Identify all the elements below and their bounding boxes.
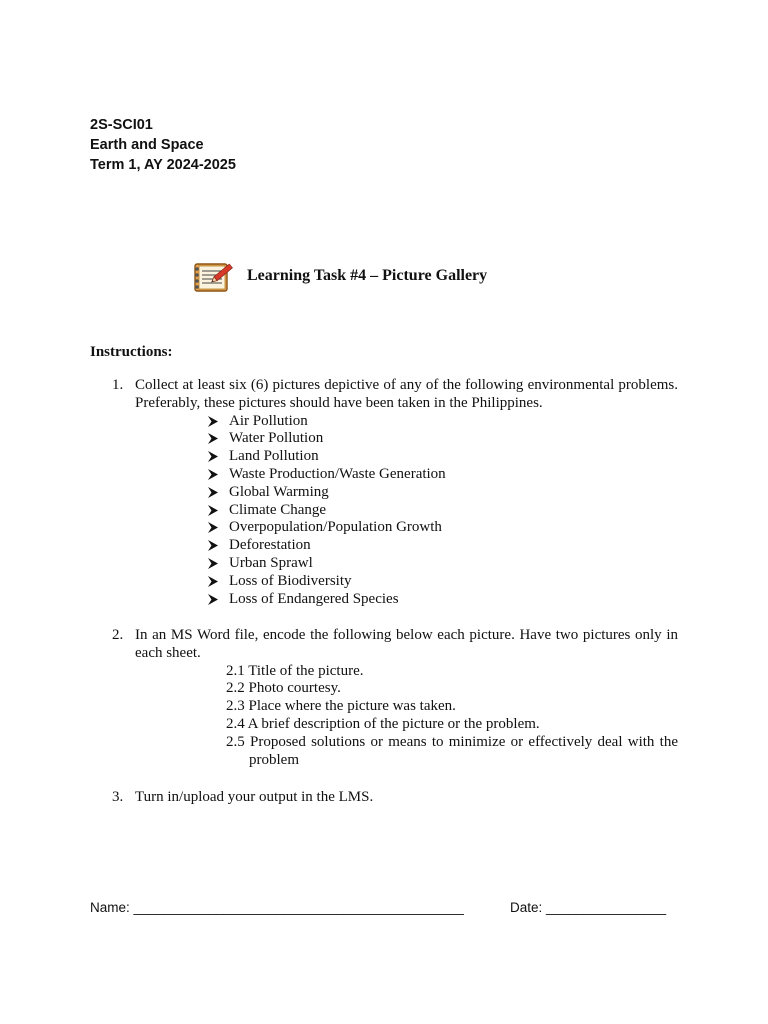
list-item: Urban Sprawl <box>207 555 678 573</box>
list-item: Loss of Biodiversity <box>207 573 678 591</box>
list-item: Overpopulation/Population Growth <box>207 519 678 537</box>
list-item: 2.5 Proposed solutions or means to minimize or effectively deal with the problem <box>226 733 678 768</box>
arrow-bullet-icon <box>208 558 218 569</box>
arrow-bullet-icon <box>208 416 218 427</box>
task-title-row <box>192 258 487 294</box>
list-item: 2.1 Title of the picture. <box>226 662 364 679</box>
list-item: Climate Change <box>207 502 678 520</box>
arrow-bullet-icon <box>208 594 218 605</box>
arrow-bullet-icon <box>208 522 218 533</box>
step-text: Collect at least six (6) pictures depictive of any of the following environmental problems. Preferably, these pictures should have been taken in the Philippines. <box>135 377 678 411</box>
course-header <box>90 115 236 175</box>
arrow-bullet-icon <box>208 469 218 480</box>
instruction-step-3 <box>90 789 678 807</box>
task-title: Learning Task #4 – Picture Gallery <box>247 267 488 284</box>
step-number: 3. <box>112 789 124 805</box>
step-text: Turn in/upload your output in the LMS. <box>135 789 374 805</box>
arrow-bullet-icon <box>208 505 218 516</box>
instruction-step-2 <box>90 627 678 769</box>
list-item: Deforestation <box>207 537 678 555</box>
notebook-pencil-icon <box>192 258 236 294</box>
date-field[interactable]: Date: ________________ <box>510 900 667 915</box>
list-item: 2.4 A brief description of the picture or the problem. <box>226 715 540 732</box>
instruction-step-1 <box>90 377 678 608</box>
name-field[interactable]: Name: ____________________________________________ <box>90 900 464 915</box>
list-item: Land Pollution <box>207 448 678 466</box>
list-item: 2.2 Photo courtesy. <box>226 680 341 697</box>
step-number: 1. <box>112 377 124 393</box>
arrow-bullet-icon <box>208 451 218 462</box>
signature-footer <box>90 900 680 915</box>
term: Term 1, AY 2024-2025 <box>90 157 236 173</box>
list-item: Loss of Endangered Species <box>207 591 678 609</box>
instructions-heading: Instructions: <box>90 344 173 360</box>
arrow-bullet-icon <box>208 576 218 587</box>
arrow-bullet-icon <box>208 433 218 444</box>
list-item: Water Pollution <box>207 430 678 448</box>
list-item: Waste Production/Waste Generation <box>207 466 678 484</box>
environmental-problems-list <box>90 413 678 609</box>
list-item: 2.3 Place where the picture was taken. <box>226 698 456 715</box>
step-text: In an MS Word file, encode the following below each picture. Have two pictures only in each sheet. <box>135 627 678 661</box>
arrow-bullet-icon <box>208 487 218 498</box>
step-number: 2. <box>112 627 124 643</box>
arrow-bullet-icon <box>208 540 218 551</box>
encode-details-list <box>90 663 678 770</box>
list-item: Air Pollution <box>207 413 678 431</box>
course-name: Earth and Space <box>90 137 204 153</box>
course-code: 2S-SCI01 <box>90 117 153 133</box>
list-item: Global Warming <box>207 484 678 502</box>
